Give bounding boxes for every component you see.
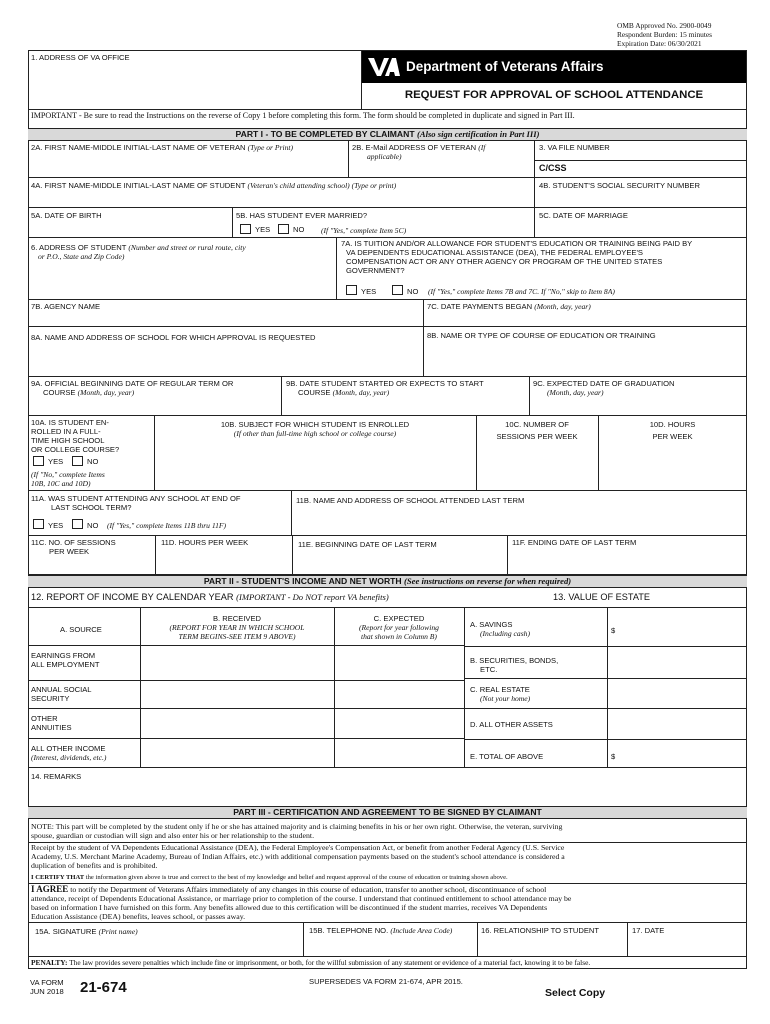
f11a-line2: LAST SCHOOL TERM?: [51, 503, 132, 512]
payments-began-label: [427, 302, 591, 311]
receipt-line: Receipt by the student of VA Dependents Educational Assistance (DEA), the Federal Employee's Compensation Act, or benefit from another Federal Agency (U.S. Service: [31, 843, 565, 852]
attending-no-checkbox[interactable]: [72, 519, 83, 529]
rule: [28, 956, 747, 957]
f7a-line1: 7A. IS TUITION AND/OR ALLOWANCE FOR STUDENT'S EDUCATION OR TRAINING BEING PAID BY: [341, 239, 693, 248]
agree-line: attendance, receipt of Dependents Educational Assistance, or marriage prior to completion of the course. I understand that continued entitlement to school attendance may be: [31, 894, 572, 903]
date-of-marriage-field[interactable]: [535, 221, 745, 235]
f6-note2: or P.O., State and Zip Code): [38, 252, 125, 261]
agency-name-label: 7B. AGENCY NAME: [31, 302, 101, 311]
student-address-label: [31, 243, 246, 252]
f15a-note: (Print name): [98, 927, 138, 936]
omb-block: [617, 21, 767, 48]
rule: [28, 922, 747, 923]
last-term-begin-label: 11E. BEGINNING DATE OF LAST TERM: [298, 540, 437, 549]
securities-value-field[interactable]: [608, 647, 745, 678]
date-field[interactable]: [628, 937, 745, 955]
tuition-question: [341, 239, 692, 275]
married-note: (If "Yes," complete Item 5C): [321, 226, 407, 235]
va-banner: [362, 51, 746, 83]
married-no-checkbox[interactable]: [278, 224, 289, 234]
full-time-question: [31, 418, 119, 454]
full-time-note: [31, 470, 105, 488]
veteran-name-field[interactable]: [29, 153, 347, 177]
f6-note1: (Number and street or rural route, city: [128, 243, 246, 252]
estate-row-label: (Including cash): [480, 629, 530, 638]
income-row-other: [31, 744, 106, 762]
sessions-per-week-field[interactable]: [477, 445, 597, 490]
va-file-number-label: 3. VA FILE NUMBER: [539, 143, 610, 152]
income-row-label: ALL OTHER INCOME: [31, 744, 106, 753]
veteran-name-label: [31, 143, 293, 152]
estate-row-label: B. SECURITIES, BONDS,: [470, 656, 559, 665]
agree-lead: I AGREE: [31, 884, 69, 894]
veteran-email-field[interactable]: [349, 162, 533, 177]
agree-line: to notify the Department of Veterans Affairs immediately of any changes in this course of education, transfer to another school, discontinuance of school: [70, 885, 547, 894]
hours-11d-field[interactable]: [156, 550, 291, 573]
married-yes-label: YES: [255, 225, 271, 234]
relationship-field[interactable]: [478, 937, 626, 955]
rule: [28, 177, 747, 178]
expected-title: C. EXPECTED: [373, 614, 425, 623]
va-office-address-field[interactable]: [29, 64, 361, 109]
income-row-label: (Interest, dividends, etc.): [31, 753, 107, 762]
full-time-no-checkbox[interactable]: [72, 456, 83, 466]
receipt-line: duplication of benefits and is prohibited.: [31, 861, 158, 870]
f7c-note: (Month, day, year): [534, 302, 591, 311]
part2-note: (See instructions on reverse for when required): [404, 576, 572, 586]
graduation-date-field[interactable]: [530, 398, 745, 415]
part3-header: [28, 806, 747, 819]
f7c-label: 7C. DATE PAYMENTS BEGAN: [427, 302, 533, 311]
student-address-field[interactable]: [29, 263, 335, 299]
course-type-label: 8B. NAME OR TYPE OF COURSE OF EDUCATION OR TRAINING: [427, 331, 656, 340]
annuities-received-field[interactable]: [141, 709, 333, 737]
last-term-begin-field[interactable]: [293, 551, 506, 573]
veteran-email-label: [352, 143, 485, 152]
real-estate-value-field[interactable]: [608, 679, 745, 707]
part2-header: [28, 575, 747, 588]
income-row-social-security: [31, 685, 92, 703]
earnings-expected-field[interactable]: [335, 646, 463, 679]
rule: [28, 376, 747, 377]
f11a-line1: 11A. WAS STUDENT ATTENDING ANY SCHOOL AT END OF: [31, 494, 241, 503]
income-report-label: [31, 592, 389, 603]
f15a-label: 15A. SIGNATURE: [35, 927, 97, 936]
f2a-note: (Type or Print): [247, 143, 294, 152]
sessions-11c-label: [31, 538, 116, 556]
date-of-marriage-label: 5C. DATE OF MARRIAGE: [539, 211, 628, 220]
f15b-note: (Include Area Code): [390, 926, 453, 935]
estate-other-assets: D. ALL OTHER ASSETS: [470, 720, 553, 729]
tuition-no-label: NO: [407, 287, 419, 296]
rule: [28, 767, 747, 768]
student-ssn-label: 4B. STUDENT'S SOCIAL SECURITY NUMBER: [539, 181, 700, 190]
f12-note: (IMPORTANT - Do NOT report VA benefits): [236, 592, 389, 602]
annuities-expected-field[interactable]: [335, 709, 463, 737]
tuition-yes-label: YES: [361, 287, 377, 296]
telephone-label: [309, 926, 452, 935]
subject-label: [155, 420, 475, 438]
subject-field[interactable]: [155, 442, 475, 490]
sessions-per-week-label: [477, 420, 597, 441]
remarks-label: 14. REMARKS: [31, 772, 82, 781]
part1-note: (Also sign certification in Part III): [416, 129, 540, 139]
tuition-note: (If "Yes," complete Items 7B and 7C. If "No," skip to Item 8A): [428, 287, 615, 296]
certify-lead: I CERTIFY THAT: [31, 874, 85, 881]
f10c-line1: 10C. NUMBER OF: [505, 420, 569, 429]
last-term-end-label: 11F. ENDING DATE OF LAST TERM: [512, 538, 637, 547]
estate-value-label: 13. VALUE OF ESTATE: [553, 592, 651, 602]
left-border: [28, 50, 29, 968]
dollar-sign: $: [611, 626, 616, 635]
signature-label: [35, 927, 138, 936]
receipt-text: [31, 843, 565, 870]
f10b-label: 10B. SUBJECT FOR WHICH STUDENT IS ENROLLED: [220, 420, 410, 429]
expected-column-header: [335, 614, 463, 641]
omb-expiration: Expiration Date: 06/30/2021: [617, 39, 702, 48]
estate-total: E. TOTAL OF ABOVE: [470, 752, 544, 761]
estate-row-label: ETC.: [480, 665, 498, 674]
omb-burden: Respondent Burden: 15 minutes: [617, 30, 713, 39]
f2a-label: 2A. FIRST NAME-MIDDLE INITIAL-LAST NAME OF VETERAN: [31, 143, 246, 152]
rule: [28, 415, 747, 416]
received-note2: TERM BEGINS-SEE ITEM 9 ABOVE): [178, 632, 296, 641]
f11c-line1: 11C. NO. OF SESSIONS: [31, 538, 116, 547]
social-security-expected-field[interactable]: [335, 681, 463, 708]
expected-note1: (Report for year following: [359, 623, 439, 632]
full-time-yes-label: YES: [48, 457, 64, 466]
rule: [28, 109, 747, 110]
f9c-line1: 9C. EXPECTED DATE OF GRADUATION: [533, 379, 675, 388]
f9a-line2: COURSE: [43, 388, 76, 397]
income-row-label: ANNUAL SOCIAL: [31, 685, 92, 694]
rule: [28, 207, 747, 208]
part1-header: [28, 128, 747, 141]
married-yes-checkbox[interactable]: [240, 224, 251, 234]
f4a-note: (Veteran's child attending school) (Type or print): [247, 181, 397, 190]
date-label: 17. DATE: [632, 926, 665, 935]
graduation-date-label: [533, 379, 675, 397]
penalty-text: [31, 958, 590, 967]
right-border: [746, 50, 747, 968]
term-begin-field[interactable]: [29, 398, 280, 415]
important-notice: IMPORTANT - Be sure to read the Instructions on the reverse of Copy 1 before completing this form. The form should be completed in duplicate and signed in Part III.: [31, 111, 575, 120]
rule: [28, 299, 747, 300]
f10d-line1: 10D. HOURS: [649, 420, 696, 429]
part2-title: PART II - STUDENT'S INCOME AND NET WORTH: [203, 576, 402, 586]
f12-label: 12. REPORT OF INCOME BY CALENDAR YEAR: [31, 592, 234, 602]
rule: [28, 237, 747, 238]
sessions-11c-field[interactable]: [29, 557, 154, 573]
receipt-line: Academy, U.S. Merchant Marine Academy, Bureau of Indian Affairs, etc.) with additional compensation payments based on the student's school attendance is considered a: [31, 852, 565, 861]
divider: [336, 237, 337, 299]
select-copy-button[interactable]: Select Copy: [545, 987, 606, 999]
form-id: [30, 978, 64, 996]
penalty-rest: The law provides severe penalties which include fine or imprisonment, or both, for the willful submission of any statement or evidence of a material fact, knowing it to be false.: [69, 958, 591, 967]
source-column-header: A. SOURCE: [60, 625, 102, 634]
penalty-lead: PENALTY:: [31, 958, 68, 967]
school-name-address-label: 8A. NAME AND ADDRESS OF SCHOOL FOR WHICH APPROVAL IS REQUESTED: [31, 333, 316, 342]
income-row-label: ANNUITIES: [31, 723, 72, 732]
form-number: 21-674: [80, 979, 127, 996]
rule: [534, 160, 747, 161]
last-school-label: 11B. NAME AND ADDRESS OF SCHOOL ATTENDED LAST TERM: [296, 496, 525, 505]
savings-value-field[interactable]: [620, 608, 745, 646]
omb-approved: OMB Approved No. 2900-0049: [617, 21, 712, 30]
hours-per-week-label: [599, 420, 746, 441]
hours-per-week-field[interactable]: [599, 445, 745, 490]
rule: [28, 883, 747, 884]
f9b-note: (Month, day, year): [332, 388, 390, 397]
other-assets-value-field[interactable]: [608, 709, 745, 739]
part3-title: PART III - CERTIFICATION AND AGREEMENT TO BE SIGNED BY CLAIMANT: [233, 807, 542, 817]
agency-name-field[interactable]: [29, 311, 422, 325]
full-time-no-label: NO: [87, 457, 99, 466]
f10a-note2: 10B, 10C and 10D): [31, 479, 91, 488]
f7a-line4: GOVERNMENT?: [346, 266, 405, 275]
f9a-note: (Month, day, year): [77, 388, 135, 397]
agree-text: [31, 885, 571, 921]
estate-savings: [470, 620, 530, 638]
term-begin-label: [31, 379, 233, 397]
form-date: JUN 2018: [30, 987, 64, 996]
estate-row-label: A. SAVINGS: [470, 620, 513, 629]
income-row-label: SECURITY: [31, 694, 70, 703]
attending-yes-label: YES: [48, 521, 64, 530]
tuition-no-checkbox[interactable]: [392, 285, 403, 295]
f10a-line1: 10A. IS STUDENT EN-: [31, 418, 109, 427]
f9c-note: (Month, day, year): [547, 388, 604, 397]
agree-line: Education Assistance (DEA) benefits, leaves school, or passes away.: [31, 912, 246, 921]
hours-11d-label: 11D. HOURS PER WEEK: [161, 538, 249, 547]
relationship-label: 16. RELATIONSHIP TO STUDENT: [481, 926, 600, 935]
start-date-label: [286, 379, 484, 397]
school-name-address-field[interactable]: [29, 343, 422, 376]
form-title: REQUEST FOR APPROVAL OF SCHOOL ATTENDANCE: [404, 89, 704, 101]
full-time-yes-checkbox[interactable]: [33, 456, 44, 466]
divider: [464, 607, 465, 767]
va-seal-icon: [368, 57, 400, 77]
start-date-field[interactable]: [282, 398, 528, 415]
f11c-line2: PER WEEK: [49, 547, 90, 556]
f10a-note1: (If "No," complete Items: [31, 470, 105, 479]
f7a-line3: COMPENSATION ACT OR ANY OTHER AGENCY OR PROGRAM OF THE UNITED STATES: [346, 257, 663, 266]
agree-line: based on information I have furnished on this form. Any benefits allowed due to this certification will be discontinued if the student marries, receives VA Dependents: [31, 903, 548, 912]
student-name-label: [31, 181, 396, 190]
attending-yes-checkbox[interactable]: [33, 519, 44, 529]
signature-field[interactable]: [29, 937, 302, 955]
income-row-label: OTHER: [31, 714, 58, 723]
f10c-line2: SESSIONS PER WEEK: [496, 432, 578, 441]
f10d-line2: PER WEEK: [652, 432, 693, 441]
total-value-field[interactable]: [620, 740, 745, 767]
student-name-field[interactable]: [29, 191, 533, 207]
other-income-expected-field[interactable]: [335, 739, 463, 766]
rule: [28, 490, 747, 491]
last-school-field[interactable]: [292, 506, 745, 534]
estate-real-estate: [470, 685, 530, 703]
f10a-line2: ROLLED IN A FULL-: [31, 427, 101, 436]
estate-row-label: (Not your home): [480, 694, 531, 703]
f10a-line4: OR COLLEGE COURSE?: [31, 445, 120, 454]
rule: [28, 326, 747, 327]
received-note1: (REPORT FOR YEAR IN WHICH SCHOOL: [169, 623, 305, 632]
student-ssn-field[interactable]: [535, 191, 745, 207]
dollar-sign: $: [611, 752, 616, 761]
income-row-annuities: [31, 714, 72, 732]
va-file-number-field[interactable]: C/CSS: [539, 163, 567, 173]
f15b-label: 15B. TELEPHONE NO.: [309, 926, 389, 935]
tuition-yes-checkbox[interactable]: [346, 285, 357, 295]
f10b-note: (If other than full-time high school or college course): [233, 429, 397, 438]
income-row-label: EARNINGS FROM: [31, 651, 96, 660]
part1-title: PART I - TO BE COMPLETED BY CLAIMANT: [235, 129, 415, 139]
f9b-line1: 9B. DATE STUDENT STARTED OR EXPECTS TO START: [286, 379, 484, 388]
f2b-note2: applicable): [367, 152, 402, 161]
rule: [28, 968, 747, 969]
date-of-birth-field[interactable]: [29, 221, 231, 235]
certify-rest: the information given above is true and correct to the best of my knowledge and belief and request approval of the course of education or training shown above.: [85, 874, 508, 881]
f6-label: 6. ADDRESS OF STUDENT: [31, 243, 127, 252]
date-of-birth-label: 5A. DATE OF BIRTH: [31, 211, 102, 220]
f9b-line2: COURSE: [298, 388, 331, 397]
course-type-field[interactable]: [424, 341, 745, 376]
note-line: spouse, guardian or custodian will sign and also enter his or her relationship to the student.: [31, 831, 315, 840]
f7a-line2: VA DEPENDENTS EDUCATIONAL ASSISTANCE (DEA), THE FEDERAL EMPLOYEE'S: [346, 248, 643, 257]
remarks-field[interactable]: [29, 783, 745, 806]
attending-note: (If "Yes," complete Items 11B thru 11F): [107, 521, 227, 530]
va-office-label: 1. ADDRESS OF VA OFFICE: [31, 53, 130, 62]
estate-row-label: C. REAL ESTATE: [470, 685, 530, 694]
payments-began-field[interactable]: [424, 311, 745, 325]
f2b-label: 2B. E-Mail ADDRESS OF VETERAN: [352, 143, 477, 152]
ever-married-label: 5B. HAS STUDENT EVER MARRIED?: [236, 211, 368, 220]
married-no-label: NO: [293, 225, 305, 234]
f4a-label: 4A. FIRST NAME-MIDDLE INITIAL-LAST NAME OF STUDENT: [31, 181, 246, 190]
f9a-line1: 9A. OFFICIAL BEGINNING DATE OF REGULAR TERM OR: [31, 379, 234, 388]
income-row-label: ALL EMPLOYMENT: [31, 660, 100, 669]
earnings-received-field[interactable]: [141, 646, 333, 679]
f2b-note1: (If: [478, 143, 486, 152]
divider: [232, 207, 233, 237]
received-column-header: [141, 614, 333, 641]
certify-text: [31, 873, 508, 882]
estate-securities: [470, 656, 558, 674]
social-security-received-field[interactable]: [141, 681, 333, 708]
other-income-received-field[interactable]: [141, 739, 333, 766]
department-name: Department of Veterans Affairs: [406, 59, 604, 74]
note-text: [31, 822, 562, 840]
attending-no-label: NO: [87, 521, 99, 530]
va-form-label: VA FORM: [30, 978, 64, 987]
note-line: NOTE: This part will be completed by the student only if he or she has attained majority and is claiming benefits in his or her own right. Otherwise, the veteran, surviving: [31, 822, 563, 831]
attending-school-question: [31, 494, 241, 512]
income-row-earnings: [31, 651, 100, 669]
supersedes-note: SUPERSEDES VA FORM 21-674, APR 2015.: [309, 977, 463, 986]
expected-note2: that shown in Column B): [361, 632, 437, 641]
rule: [28, 535, 747, 536]
last-term-end-field[interactable]: [508, 550, 745, 573]
received-title: B. RECEIVED: [212, 614, 262, 623]
f10a-line3: TIME HIGH SCHOOL: [31, 436, 105, 445]
telephone-field[interactable]: [304, 937, 476, 955]
